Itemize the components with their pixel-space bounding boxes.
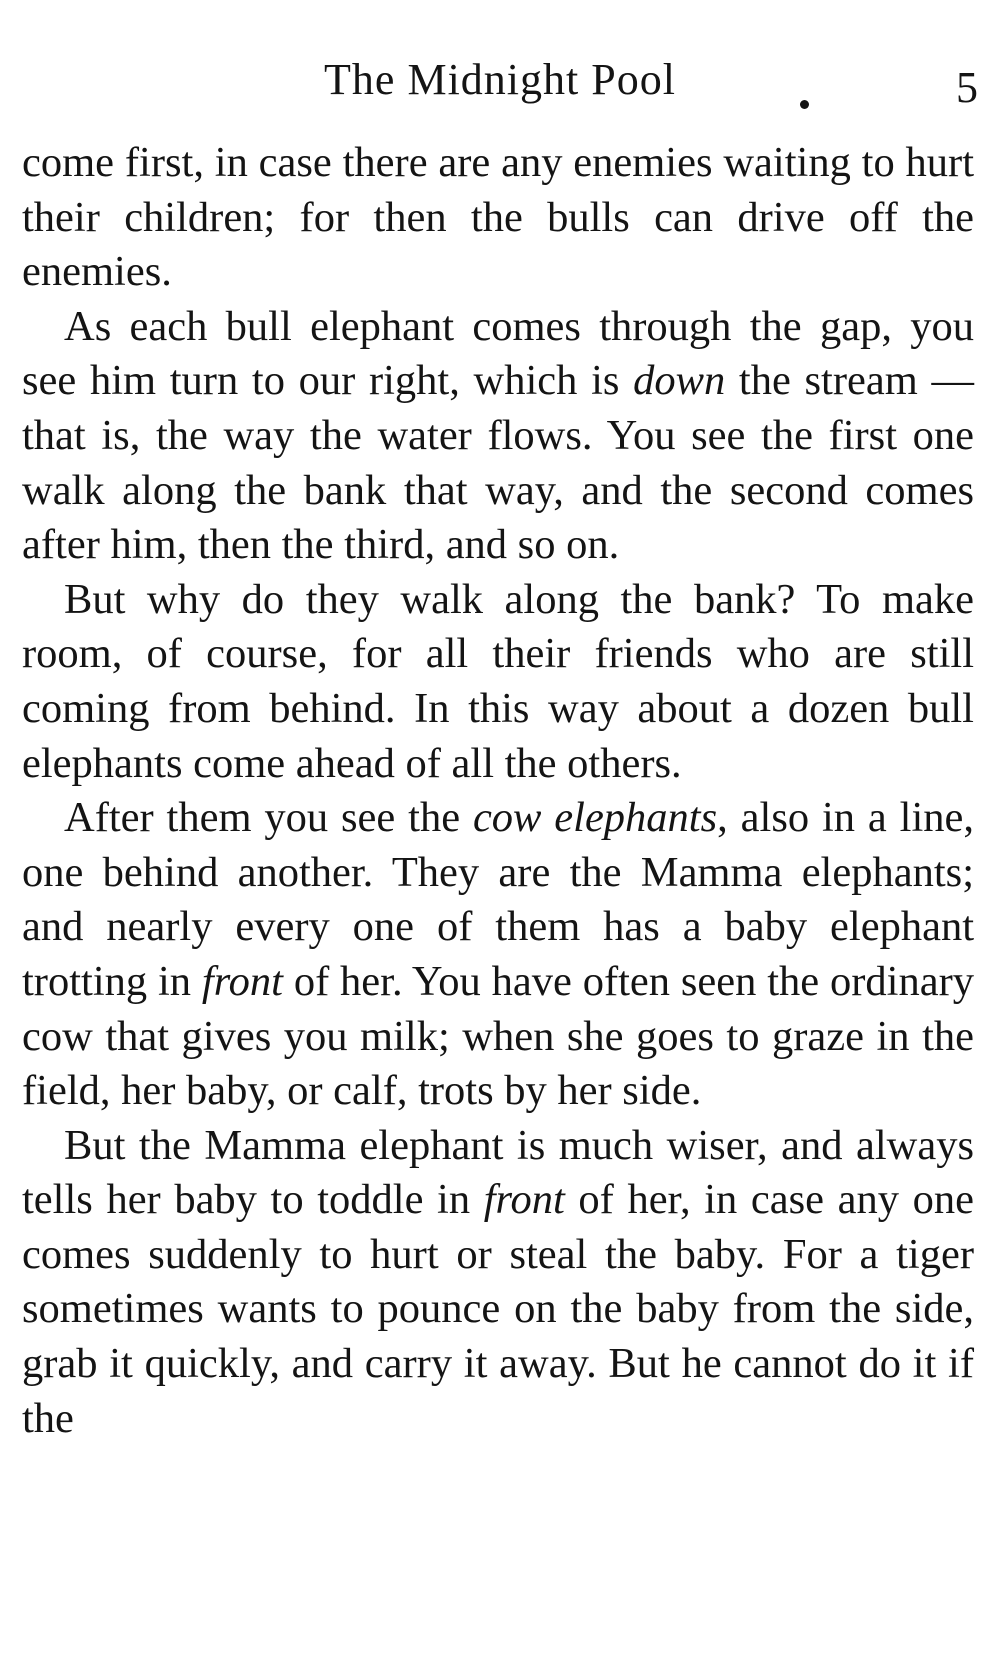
italic-text: front — [201, 957, 283, 1005]
text-segment: of her, in case any one comes suddenly to hurt or steal the baby. For a tiger sometimes wants to pounce on the baby from the side, grab it quickly, and carry it away. But he cannot do it if the — [22, 1176, 974, 1442]
body-text — [22, 136, 974, 1446]
paragraph — [22, 1119, 974, 1447]
text-segment: of her. You have often seen the ordinary cow that gives you milk; when she goes to graze in the field, her baby, or calf, trots by her side. — [22, 957, 974, 1115]
italic-text: front — [483, 1176, 565, 1224]
text-segment: But why do they walk along the bank? To make room, of course, for all their friends who are still coming from behind. In this way about a dozen bull elephants come ahead of all the others. — [22, 575, 974, 787]
page-number: 5 — [956, 63, 978, 112]
text-segment: come first, in case there are any enemies waiting to hurt their children; for then the bulls can drive off the enemies. — [22, 139, 974, 296]
text-segment: As each bull elephant comes through the gap, you see him turn to our right, which is — [22, 302, 974, 405]
italic-text: down — [633, 357, 726, 405]
paragraph — [22, 791, 974, 1119]
text-segment: the stream — that is, the way the water flows. You see the first one walk along the bank that way, and the second comes after him, then the third, and so on. — [22, 357, 974, 569]
italic-text: cow elephants — [472, 794, 718, 842]
running-title: The Midnight Pool — [324, 55, 676, 104]
text-segment: After them you see the — [64, 794, 473, 842]
text-segment: But the Mamma elephant is much wiser, and always tells her baby to toddle in — [22, 1121, 974, 1224]
paragraph — [22, 573, 974, 791]
text-segment: , also in a line, one behind another. They are the Mamma elephants; and nearly every one of them has a baby elephant trotting in — [22, 794, 974, 1005]
paragraph — [22, 300, 974, 573]
paragraph — [22, 136, 974, 300]
running-head — [0, 52, 1000, 112]
ink-speck — [800, 100, 809, 109]
